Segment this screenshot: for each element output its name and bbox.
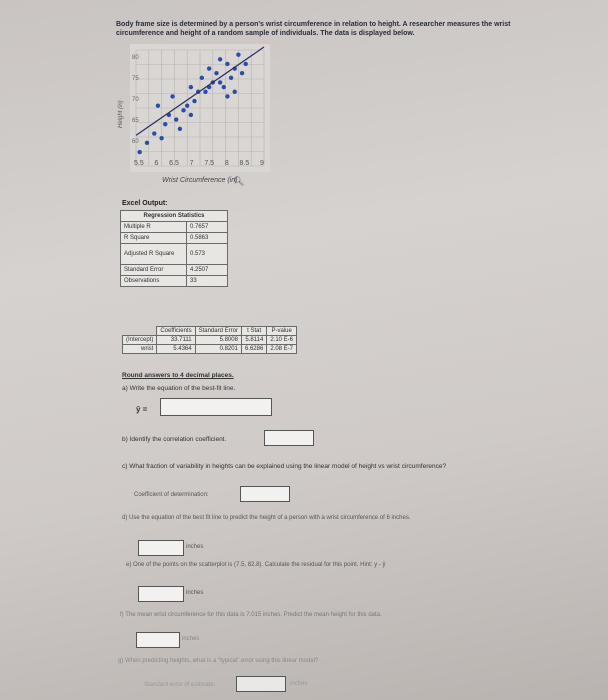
- x-tick: 5.5: [134, 160, 144, 167]
- row-value: 0.5863: [187, 233, 228, 244]
- unit-label-d: inches: [186, 544, 204, 550]
- row-label: Adjusted R Square: [121, 244, 187, 265]
- table-row: [121, 276, 228, 287]
- question-g: g) When predicting heights, what is a "typical" error using this linear model?: [118, 658, 319, 664]
- scatterplot: [130, 44, 270, 172]
- regression-title: Regression Statistics: [121, 211, 228, 222]
- scatter-point: [181, 108, 185, 112]
- row-label: Standard Error: [121, 265, 187, 276]
- table-header-row: [123, 327, 297, 336]
- magnify-icon[interactable]: 🔍︎: [233, 176, 245, 186]
- unit-label-g: inches: [290, 681, 308, 687]
- x-tick: 7.5: [204, 160, 215, 167]
- scatter-point: [233, 90, 237, 94]
- cell: 6.6286: [241, 345, 266, 354]
- determination-input[interactable]: [240, 486, 290, 502]
- regression-statistics-table: [120, 210, 228, 287]
- scatter-point: [240, 71, 244, 75]
- cell: 0.8201: [195, 345, 241, 354]
- question-c: c) What fraction of variability in heights can be explained using the linear model of height vs wrist circumference?: [122, 463, 447, 470]
- y-tick: 65: [132, 118, 139, 124]
- scatter-point: [174, 117, 178, 121]
- row-value: 0.7657: [187, 222, 228, 233]
- round-instruction: Round answers to 4 decimal places.: [122, 372, 234, 379]
- y-tick: 75: [132, 76, 139, 82]
- scatter-point: [170, 94, 174, 98]
- intro-text: Body frame size is determined by a person's wrist circumference in relation to height. A researcher measures the wrist circumference and height of a random sample of individuals. The data is displayed below.: [116, 21, 511, 37]
- col-header: Coefficients: [157, 327, 195, 336]
- scatter-point: [222, 85, 226, 89]
- question-e: e) One of the points on the scatterplot is (7.5, 82.8). Calculate the residual for this point. Hint: y - ŷ: [126, 562, 386, 568]
- scatter-point: [225, 94, 229, 98]
- scatter-point: [189, 113, 193, 117]
- y-tick: 60: [132, 139, 139, 145]
- table-row: [123, 336, 297, 345]
- scatter-point: [200, 76, 204, 80]
- scatter-point: [145, 141, 149, 145]
- scatter-point: [185, 103, 189, 107]
- scatterplot-svg: [130, 44, 270, 172]
- table-row: [123, 345, 297, 354]
- residual-input[interactable]: [138, 586, 184, 602]
- standard-error-input[interactable]: [236, 676, 286, 692]
- table-row: [121, 222, 228, 233]
- scatter-point: [214, 71, 218, 75]
- scatter-point: [152, 131, 156, 135]
- scatter-point: [218, 80, 222, 84]
- row-value: 33: [187, 276, 228, 287]
- x-axis-label: Wrist Circumference (in): [162, 177, 238, 184]
- row-value: 4.2507: [187, 265, 228, 276]
- question-b: b) Identify the correlation coefficient.: [122, 436, 227, 443]
- row-value: 0.573: [187, 244, 228, 265]
- row-label: (Intercept): [123, 336, 157, 345]
- col-header: Standard Error: [195, 327, 241, 336]
- table-row: [121, 265, 228, 276]
- row-label: Observations: [121, 276, 187, 287]
- equation-input[interactable]: [160, 398, 272, 416]
- col-header: P-value: [267, 327, 297, 336]
- x-tick: 6: [154, 160, 159, 167]
- col-header: t Stat: [241, 327, 266, 336]
- scatter-point: [225, 62, 229, 66]
- scatter-point: [189, 85, 193, 89]
- scatter-point: [218, 57, 222, 61]
- x-tick: 7: [189, 160, 194, 167]
- y-tick-labels: [132, 48, 139, 153]
- question-f: f) The mean wrist circumference for this data is 7.015 inches. Predict the mean height for this data.: [120, 612, 382, 618]
- cell: 33.7111: [157, 336, 195, 345]
- scatter-point: [229, 76, 233, 80]
- cell: 2.08 E-7: [267, 345, 297, 354]
- y-tick: 80: [132, 55, 139, 61]
- scatter-point: [244, 62, 248, 66]
- row-label: wrist: [123, 345, 157, 354]
- x-tick-labels: [134, 160, 264, 167]
- scatter-point: [159, 136, 163, 140]
- cell: 2.10 E-6: [267, 336, 297, 345]
- scatter-point: [203, 90, 207, 94]
- question-a: a) Write the equation of the best-fit line.: [122, 385, 236, 392]
- x-tick: 9: [260, 160, 264, 167]
- empty-corner: [123, 327, 157, 336]
- cell: 5.4364: [157, 345, 195, 354]
- scatter-point: [236, 52, 240, 56]
- y-tick: 70: [132, 97, 139, 103]
- row-label: Multiple R: [121, 222, 187, 233]
- x-tick: 8: [224, 160, 229, 167]
- question-d: d) Use the equation of the best fit line to predict the height of a person with a wrist circumference of 6 inches.: [122, 515, 411, 521]
- determination-label: Coefficient of determination:: [134, 492, 209, 498]
- row-label: R Square: [121, 233, 187, 244]
- yhat-label: ŷ =: [136, 405, 148, 414]
- excel-output-label: Excel Output:: [122, 200, 168, 207]
- unit-label-f: inches: [182, 636, 200, 642]
- table-row: [121, 244, 228, 265]
- table-row: [121, 233, 228, 244]
- scatter-point: [207, 66, 211, 70]
- unit-label-e: inches: [186, 590, 204, 596]
- scatter-point: [163, 122, 167, 126]
- scatter-point: [192, 99, 196, 103]
- correlation-input[interactable]: [264, 430, 314, 446]
- coefficients-table: [122, 326, 297, 354]
- cell: 5.8008: [195, 336, 241, 345]
- cell: 5.8114: [241, 336, 266, 345]
- mean-height-input[interactable]: [136, 632, 180, 648]
- x-tick: 8.5: [239, 160, 250, 167]
- scatter-point: [178, 127, 182, 131]
- standard-error-label: Standard error of estimate:: [144, 682, 216, 688]
- prediction-input[interactable]: [138, 540, 184, 556]
- x-tick: 6.5: [169, 160, 179, 167]
- scatter-point: [156, 103, 160, 107]
- y-axis-label: Height (in): [118, 100, 124, 128]
